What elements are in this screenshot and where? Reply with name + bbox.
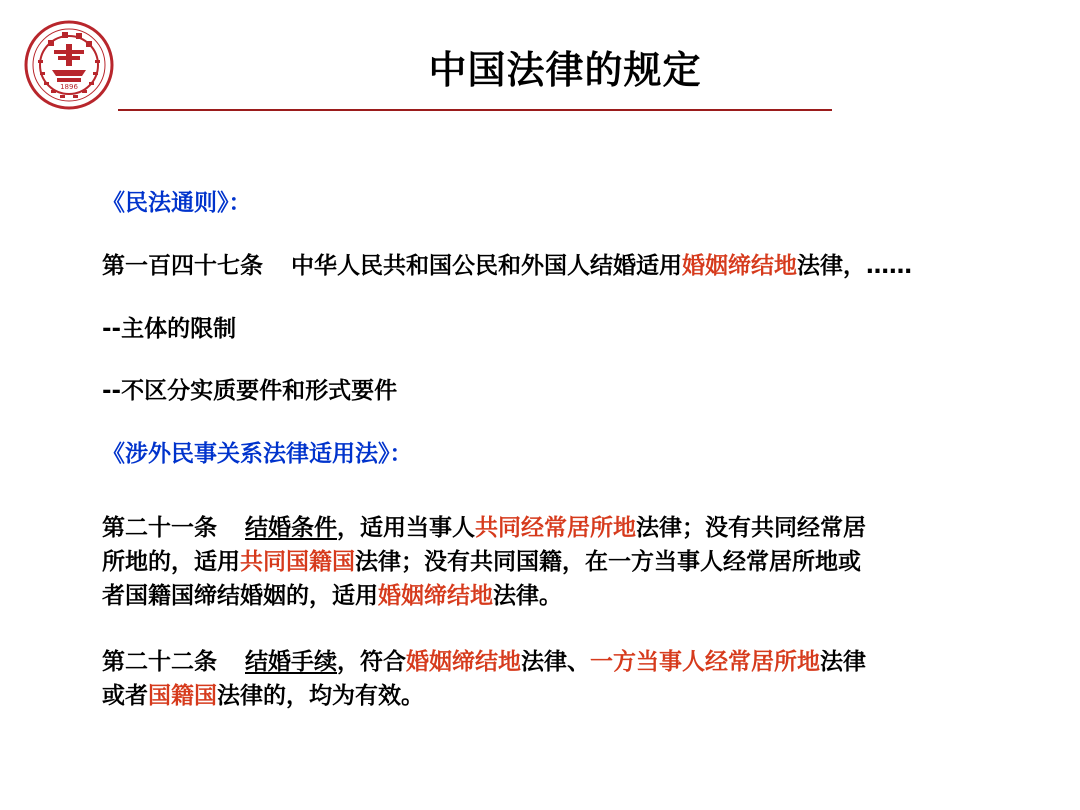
article-147-highlight: 婚姻缔结地 — [682, 253, 797, 279]
article-147 — [102, 249, 912, 283]
article-147-text-b: 法律，…… — [797, 253, 912, 279]
article-21-prefix: 第二十一条 — [102, 515, 217, 541]
article-22-line-2 — [102, 679, 1002, 713]
note-subject-restriction: --主体的限制 — [102, 316, 237, 342]
article-21 — [102, 511, 1002, 613]
article-21-text: 者国籍国缔结婚姻的，适用 — [102, 583, 378, 609]
page-title: 中国法律的规定 — [428, 48, 702, 92]
article-21-text: ，适用当事人 — [337, 515, 475, 541]
civil-code-heading: 《民法通则》： — [102, 190, 252, 216]
university-seal-icon — [24, 20, 114, 110]
foreign-law-heading: 《涉外民事关系法律适用法》： — [102, 441, 413, 467]
title-divider — [118, 109, 832, 111]
article-147-prefix: 第一百四十七条 — [102, 253, 263, 279]
article-21-text: 所地的，适用 — [102, 549, 240, 575]
article-22-prefix: 第二十二条 — [102, 649, 217, 675]
article-22-text: 或者 — [102, 683, 148, 709]
article-22 — [102, 645, 1002, 713]
article-21-line-3 — [102, 579, 1002, 613]
article-21-line-1 — [102, 511, 1002, 545]
article-22-highlight-place-of-marriage: 婚姻缔结地 — [406, 649, 521, 675]
article-22-text: 法律、 — [521, 649, 590, 675]
svg-text:1896: 1896 — [60, 83, 78, 91]
article-22-line-1 — [102, 645, 1002, 679]
article-21-highlight-common-nationality: 共同国籍国 — [240, 549, 355, 575]
article-22-highlight-habitual-residence: 一方当事人经常居所地 — [590, 649, 820, 675]
note-no-distinction: --不区分实质要件和形式要件 — [102, 378, 398, 404]
university-seal-logo — [24, 20, 114, 110]
article-21-highlight-place-of-marriage: 婚姻缔结地 — [378, 583, 493, 609]
article-147-text-a: 中华人民共和国公民和外国人结婚适用 — [291, 253, 682, 279]
article-21-line-2 — [102, 545, 1002, 579]
article-21-text: 法律；没有共同经常居 — [636, 515, 866, 541]
article-21-text: 法律；没有共同国籍，在一方当事人经常居所地或 — [355, 549, 861, 575]
article-21-text: 法律。 — [493, 583, 562, 609]
article-21-marriage-conditions: 结婚条件 — [245, 515, 337, 541]
article-21-highlight-common-residence: 共同经常居所地 — [475, 515, 636, 541]
article-22-text: 法律的，均为有效。 — [217, 683, 424, 709]
article-22-marriage-formalities: 结婚手续 — [245, 649, 337, 675]
article-22-text: ，符合 — [337, 649, 406, 675]
article-22-text: 法律 — [820, 649, 866, 675]
article-22-highlight-nationality: 国籍国 — [148, 683, 217, 709]
